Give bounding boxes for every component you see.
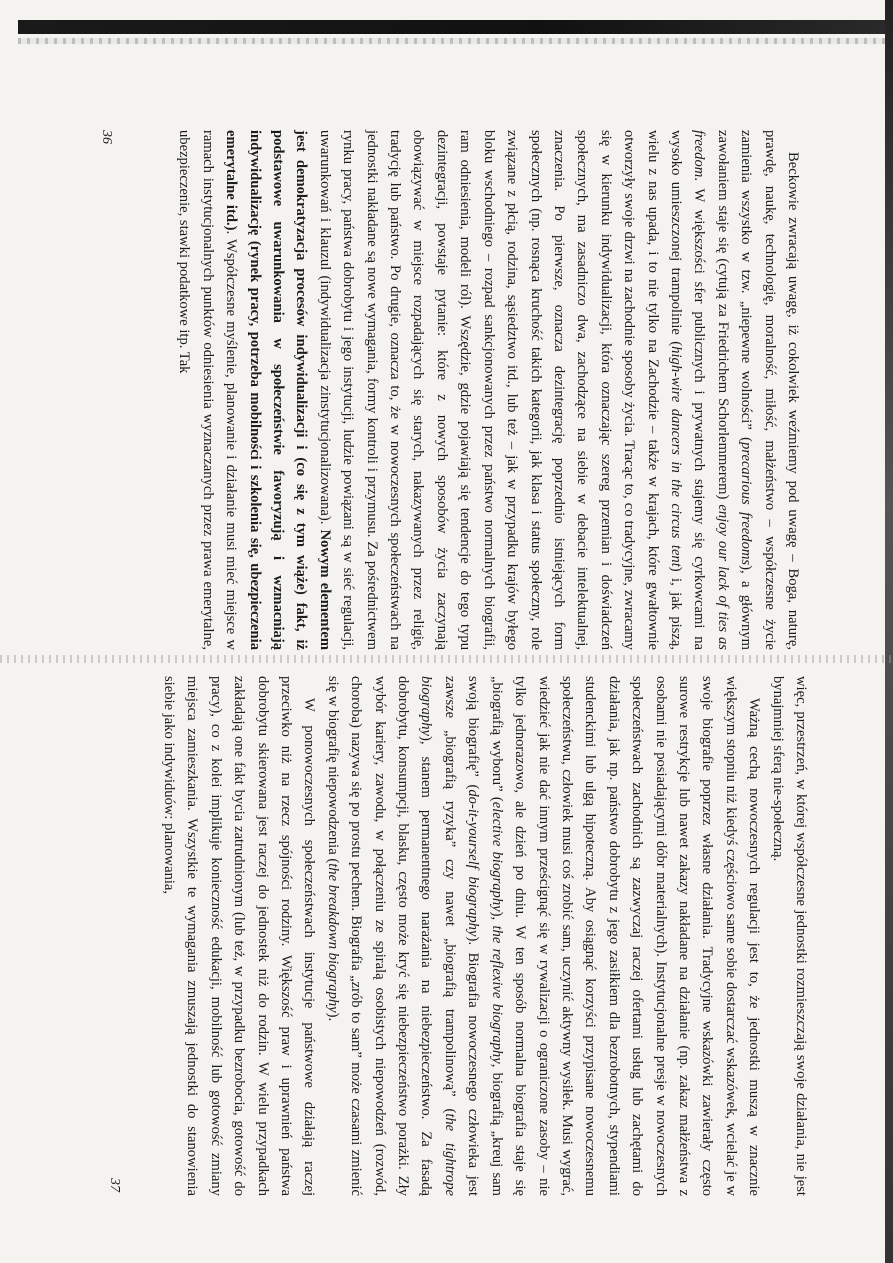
scan-shadow-top <box>18 20 893 34</box>
italic-text: enjoy our lack of ties as freedom <box>691 130 731 650</box>
text-run: ). Biografia nowoczesnego człowieka jest zawsze „biografią ryzyka” czy nawet „biografią trampolinową” ( <box>441 676 482 1196</box>
text-run: ). <box>324 1012 341 1022</box>
paragraph <box>157 676 321 1196</box>
italic-text: the reflexive biography <box>488 925 505 1064</box>
text-run: W ponowoczesnych społeczeństwach instytucje państwowe działają raczej przeciwko niż na rzecz spójności rodziny. Większość praw i uprawnień państwa dobrobytu skierowana jest raczej do jednostek niż do rodzin. W wielu przypadkach zakładają one fakt bycia zatrudnionym (lub też, w przypadku bezrobocia, gotowość do pracy), co z kolei implikuje konieczność edukacji, mobilność lub gotowość zmiany miejsca zamieszkania. Wszystkie te wymagania zmuszają jednostki do stanowienia siebie jako indywiduów: planowania, <box>161 676 318 1196</box>
italic-text: the tightrope biography <box>418 676 458 1196</box>
text-run: . Współczesne myślenie, planowanie i działanie musi mieć miejsce w ramach instytucjonalnych punktów odniesienia wyznaczanych przez prawa emerytalne, ubezpieczenie, stawki podatkowe itp. Tak <box>176 130 240 650</box>
text-run: ), stanem permanentnego narażania na niebezpieczeństwo. Za fasadą dobrobytu, konsumpcji, blasku, często może kryć się niebezpieczeństwo porażki. Zły wybór kariery, zawodu, w połączeniu ze spiralą osobistych niepowodzeń (rozwód, choroba) nazywa się po prostu pechem. Biografia „zrób to sam” może czasami zmienić się w biografię niepowodzenia ( <box>324 676 435 1196</box>
paragraph <box>172 130 804 650</box>
left-page-text <box>172 130 804 650</box>
right-page-text <box>157 676 812 1196</box>
italic-text: precarious freedoms <box>738 442 755 566</box>
left-page <box>92 130 804 650</box>
text-run: . W większości sfer publicznych i prywatnych stajemy się cyrkowcami na wysoko umieszczonej trampolinie ( <box>667 130 708 650</box>
right-page-number: 37 <box>107 1178 122 1192</box>
paragraph <box>765 676 812 1196</box>
scan-noise-top <box>18 38 893 44</box>
italic-text: the breakdown biography <box>324 863 341 1013</box>
book-gutter <box>0 655 893 663</box>
scan-shadow-right <box>885 0 893 1263</box>
italic-text: do-it-yourself biography <box>465 789 482 937</box>
right-page <box>100 676 812 1196</box>
italic-text: elective biography <box>488 801 505 912</box>
text-run: Beckowie zwracają uwagę, iż cokolwiek weźmiemy pod uwagę – Boga, naturę, prawdę, naukę, technologię, moralność, miłość, małżeństwo – współczesne życie zamienia wszystko w tzw. „niepewne wolności” ( <box>738 130 801 650</box>
paragraph <box>320 676 765 1196</box>
text-run: ), a głównym zawołaniem staje się (cytują za Friedrichem Schorlemmerem) <box>714 130 755 650</box>
text-run: ), <box>488 911 505 926</box>
text-run: ) i, jak piszą, wielu z nas upada, i to nie tylko na Zachodzie – także w krajach, które gwałtownie otworzyły swoje drzwi na zachodnie sposoby życia. Tracąc to, co tradycyjne, zwracamy się w kierunku indywidualizacji, która oznaczając szereg przemian i doświadczeń społecznych, ma zasadniczo dwa, zachodzące na siebie w debacie intelektualnej, znaczenia. Po pierwsze, oznacza dezintegrację poprzednio istniejących form społecznych (np. rosnąca kruchość takich kategorii, jak klasa i status społeczny, role związane z płcią, rodzina, sąsiedztwo itd., lub też – jak w przypadku krajów byłego bloku wschodniego – rozpad sankcjonowanych przez państwo normalnych biografii, ram odniesienia, modeli ról). Wszędzie, gdzie pojawiają się tendencje do tego typu dezintegracji, powstaje pytanie: które z nowych sposobów życia zaczynają obowiązywać w miejsce rozpadających się starych, nakazywanych przez religię, tradycję lub państwo. Po drugie, oznacza to, że w nowoczesnych społeczeństwach na jednostki nakładane są nowe wymagania, formy kontroli i przymusu. Za pośrednictwem rynku pracy, państwa dobrobytu i jego instytucji, ludzie powiązani są w sieć regulacji, uwarunkowań i klauzul (indywidualizacja zinstytucjonalizowana). <box>316 130 684 651</box>
left-page-number: 36 <box>99 130 114 144</box>
text-run: Ważną cechą nowoczesnych regulacji jest to, że jednostki muszą w znacznie większym stopniu niż kiedyś częściowo same sobie dostarczać wskazówek, wcielać je w swoje biografie poprzez własne działania. Tradycyjne wskazówki zawierały często surowe restrykcje lub nawet zakazy nakładane na działanie (np. zakaz małżeństwa z osobami nie posiadającymi dóbr materialnych). Instytucjonalne presje w nowoczesnych społeczeństwach zachodnich są zazwyczaj raczej ofertami usług lub zachętami do działania, jak np. państwo dobrobytu z jego zasiłkiem dla bezrobotnych, stypendiami studenckimi lub ulgą hipoteczną. Aby osiągnąć korzyści przypisane nowoczesnemu społeczeństwu, człowiek musi coś zrobić sam, uczynić aktywny wysiłek. Musi wygrać, wiedzieć jak nie dać innym prześcignąć się w rywalizacji o ograniczone zasoby – nie tylko jednorazowo, ale dzień po dniu. W ten sposób normalna biografia staje się „biografią wyboru” ( <box>488 676 763 1196</box>
text-run: , biografią „kreuj sam swoją biografię” ( <box>465 676 505 1196</box>
bold-text: Nowym elementem jest demokratyzacja procesów indywidualizacji i (co się z tym wiąże) fakt, iż podstawowe uwarunkowania w społeczeństwie faworyzują i wzmacniają indywidualizację (rynek pracy, potrzeba mobilności i szkolenia się, ubezpieczenia emerytalne itd.) <box>223 130 333 651</box>
italic-text: high-wire dancers in the circus tent <box>667 346 684 567</box>
text-run: więc, przestrzeń, w której współczesne jednostki rozmieszczają swoje działania, nie jest bynajmniej sferą nie-społeczną. <box>769 676 809 1196</box>
